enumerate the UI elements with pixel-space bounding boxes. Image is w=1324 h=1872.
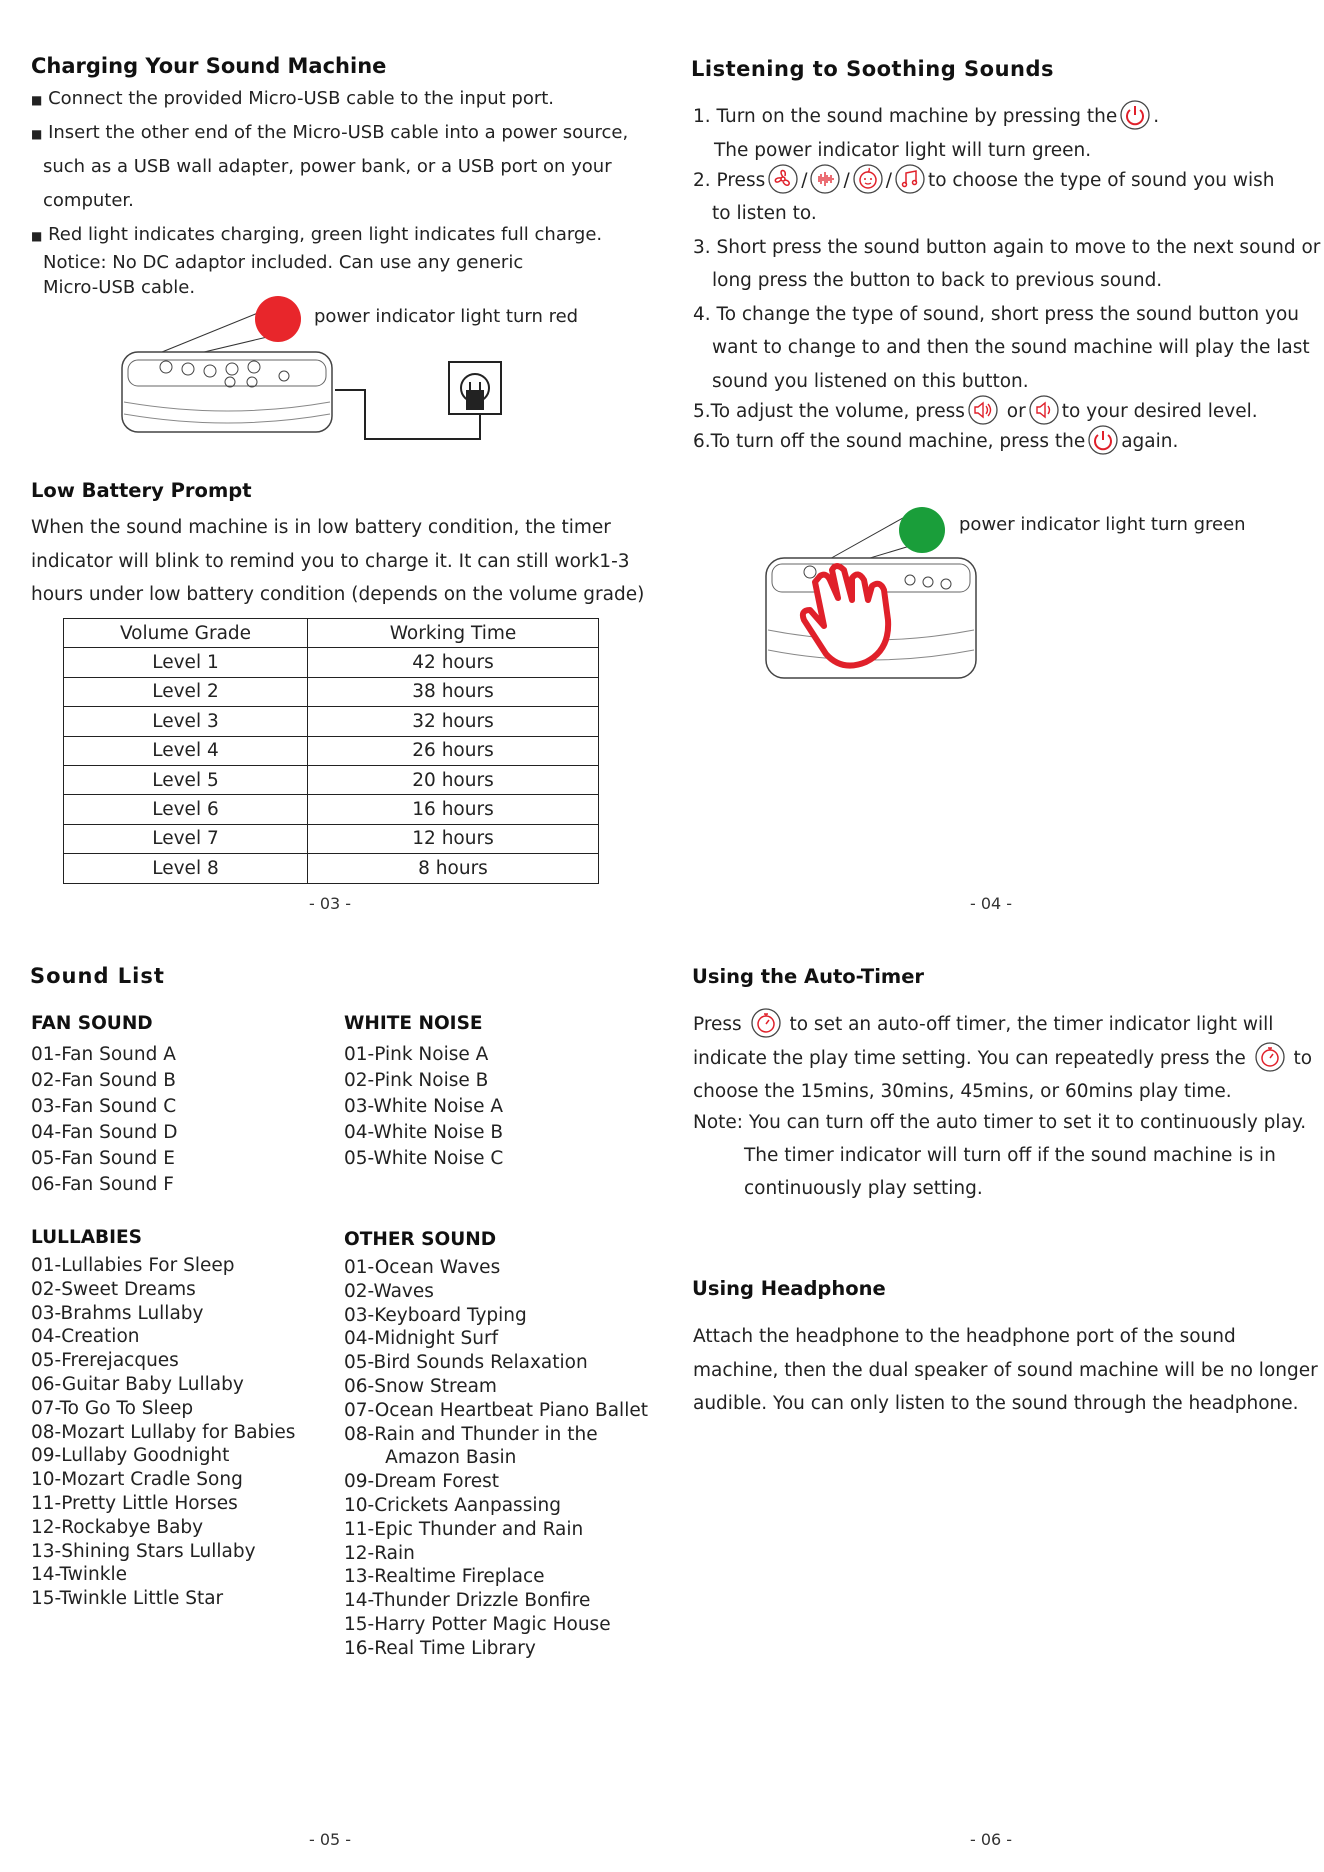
green-indicator-dot <box>899 507 945 553</box>
list-item: 13-Realtime Fireplace <box>344 1566 545 1588</box>
timer-note-cont2: continuously play setting. <box>744 1178 983 1199</box>
table-row: Level 7 12 hours <box>64 824 599 853</box>
list-item: 12-Rockabye Baby <box>31 1516 204 1538</box>
volume-up-icon <box>967 394 999 426</box>
list-item: 04-Fan Sound D <box>31 1122 178 1143</box>
list-item: 10-Mozart Cradle Song <box>31 1469 243 1491</box>
list-item: 04-Midnight Surf <box>344 1328 499 1350</box>
notice-line-2: Micro-USB cable. <box>43 277 196 298</box>
headphone-text: Attach the headphone to the headphone port of the sound machine, then the dual speaker of sound machine will be no longer audible. You can only listen to the sound through the headphone. <box>693 1326 1318 1414</box>
timer-note-cont: The timer indicator will turn off if the sound machine is in <box>744 1145 1276 1166</box>
step-5: 5.To adjust the volume, press or to your desired level. <box>693 395 1258 429</box>
list-item: 14-Twinkle <box>31 1564 127 1586</box>
low-battery-text: When the sound machine is in low battery condition, the timer indicator will blink to remind you to charge it. It can still work1-3 hours under low battery condition (depends on the volume grade) <box>31 517 645 605</box>
list-item: 09-Dream Forest <box>344 1471 500 1493</box>
list-item: 03-Keyboard Typing <box>344 1304 527 1326</box>
music-note-icon <box>894 163 926 195</box>
step-3-cont: long press the button to back to previous sound. <box>712 270 1163 291</box>
list-item: 16-Real Time Library <box>344 1637 536 1659</box>
lullabies-heading: LULLABIES <box>31 1227 142 1248</box>
list-item: 12-Rain <box>344 1542 415 1564</box>
list-item: 09-Lullaby Goodnight <box>31 1445 230 1467</box>
table-row: Level 2 38 hours <box>64 677 599 706</box>
timer-line-2: indicate the play time setting. You can repeatedly press the to <box>693 1042 1312 1076</box>
list-item: Amazon Basin <box>344 1447 517 1469</box>
white-noise-icon <box>809 163 841 195</box>
power-icon <box>1087 424 1119 456</box>
list-item: 01-Pink Noise A <box>344 1044 489 1065</box>
charging-bullet-2-cont2: computer. <box>43 190 134 211</box>
list-item: 11-Epic Thunder and Rain <box>344 1518 584 1540</box>
white-noise-heading: WHITE NOISE <box>344 1013 483 1034</box>
other-sound-list <box>344 1256 648 1661</box>
notice-line-1: Notice: No DC adaptor included. Can use any generic <box>43 252 524 273</box>
step-6: 6.To turn off the sound machine, press the again. <box>693 425 1178 459</box>
list-item: 15-Harry Potter Magic House <box>344 1613 611 1635</box>
charging-bullet-1: ■ Connect the provided Micro-USB cable to the input port. <box>31 88 555 109</box>
page-number-05: - 05 - <box>309 1830 352 1849</box>
list-item: 04-Creation <box>31 1326 140 1348</box>
list-item: 08-Rain and Thunder in the <box>344 1423 598 1445</box>
lullaby-baby-icon <box>852 163 884 195</box>
listening-title: Listening to Soothing Sounds <box>691 57 1055 81</box>
list-item: 03-Brahms Lullaby <box>31 1302 204 1324</box>
sound-list-title: Sound List <box>30 964 165 988</box>
charging-bullet-2: ■ Insert the other end of the Micro-USB cable into a power source, <box>31 122 629 143</box>
list-item: 05-White Noise C <box>344 1148 504 1169</box>
auto-timer-title: Using the Auto-Timer <box>692 965 925 988</box>
page-number-04: - 04 - <box>970 894 1013 913</box>
fan-icon <box>767 163 799 195</box>
timer-icon <box>750 1007 782 1039</box>
lullabies-list <box>31 1254 295 1611</box>
timer-line-1: Press to set an auto-off timer, the timer indicator light will <box>693 1008 1273 1042</box>
list-item: 15-Twinkle Little Star <box>31 1588 224 1610</box>
table-header-cell: Working Time <box>308 619 599 648</box>
table-row: Level 6 16 hours <box>64 795 599 824</box>
battery-table <box>63 618 599 884</box>
list-item: 10-Crickets Aanpassing <box>344 1494 561 1516</box>
green-indicator-label: power indicator light turn green <box>959 514 1246 535</box>
list-item: 01-Lullabies For Sleep <box>31 1255 235 1276</box>
fan-sound-heading: FAN SOUND <box>31 1013 153 1034</box>
table-row: Level 3 32 hours <box>64 707 599 736</box>
list-item: 11-Pretty Little Horses <box>31 1492 238 1514</box>
list-item: 03-Fan Sound C <box>31 1096 177 1117</box>
timer-line-3: choose the 15mins, 30mins, 45mins, or 60mins play time. <box>693 1081 1232 1102</box>
list-item: 05-Frerejacques <box>31 1350 179 1372</box>
power-icon <box>1119 99 1151 131</box>
list-item: 08-Mozart Lullaby for Babies <box>31 1421 296 1443</box>
step-4-cont2: sound you listened on this button. <box>712 371 1029 392</box>
page-number-06: - 06 - <box>970 1830 1013 1849</box>
list-item: 04-White Noise B <box>344 1122 504 1143</box>
table-header-cell: Volume Grade <box>64 619 308 648</box>
list-item: 07-Ocean Heartbeat Piano Ballet <box>344 1399 648 1421</box>
table-row: Level 4 26 hours <box>64 736 599 765</box>
table-row: Level 1 42 hours <box>64 648 599 677</box>
step-3: 3. Short press the sound button again to move to the next sound or <box>693 237 1321 258</box>
red-indicator-label: power indicator light turn red <box>314 306 579 327</box>
charging-bullet-2-cont: such as a USB wall adapter, power bank, or a USB port on your <box>43 156 612 177</box>
list-item: 13-Shining Stars Lullaby <box>31 1540 256 1562</box>
table-row: Level 8 8 hours <box>64 854 599 883</box>
fan-sound-list <box>31 1042 177 1198</box>
list-item: 02-Waves <box>344 1280 434 1302</box>
step-2: 2. Press / / / to choose the type of sound you wish <box>693 164 1275 198</box>
other-sound-heading: OTHER SOUND <box>344 1229 497 1250</box>
white-noise-list <box>344 1042 503 1172</box>
list-item: 02-Fan Sound B <box>31 1070 176 1091</box>
charging-title: Charging Your Sound Machine <box>31 54 387 78</box>
timer-note: Note: You can turn off the auto timer to set it to continuously play. <box>693 1112 1307 1133</box>
red-indicator-dot <box>255 296 301 342</box>
step-4: 4. To change the type of sound, short press the sound button you <box>693 304 1299 325</box>
step-4-cont: want to change to and then the sound machine will play the last <box>712 337 1310 358</box>
list-item: 01-Fan Sound A <box>31 1044 176 1065</box>
list-item: 02-Sweet Dreams <box>31 1278 196 1300</box>
table-header-row <box>64 619 599 648</box>
list-item: 14-Thunder Drizzle Bonfire <box>344 1590 591 1612</box>
list-item: 02-Pink Noise B <box>344 1070 489 1091</box>
step-2-cont: to listen to. <box>712 203 817 224</box>
timer-icon <box>1254 1041 1286 1073</box>
list-item: 06-Fan Sound F <box>31 1174 174 1195</box>
volume-down-icon <box>1028 394 1060 426</box>
list-item: 07-To Go To Sleep <box>31 1397 194 1419</box>
list-item: 05-Fan Sound E <box>31 1148 175 1169</box>
low-battery-title: Low Battery Prompt <box>31 479 252 502</box>
list-item: 01-Ocean Waves <box>344 1257 501 1278</box>
list-item: 06-Snow Stream <box>344 1375 497 1397</box>
page-number-03: - 03 - <box>309 894 352 913</box>
charging-bullet-3: ■ Red light indicates charging, green light indicates full charge. <box>31 224 603 245</box>
step-1: 1. Turn on the sound machine by pressing the . <box>693 100 1159 134</box>
list-item: 03-White Noise A <box>344 1096 503 1117</box>
headphone-title: Using Headphone <box>692 1277 886 1300</box>
list-item: 05-Bird Sounds Relaxation <box>344 1352 588 1374</box>
table-row: Level 5 20 hours <box>64 765 599 794</box>
list-item: 06-Guitar Baby Lullaby <box>31 1373 244 1395</box>
step-1-cont: The power indicator light will turn green. <box>714 140 1092 161</box>
